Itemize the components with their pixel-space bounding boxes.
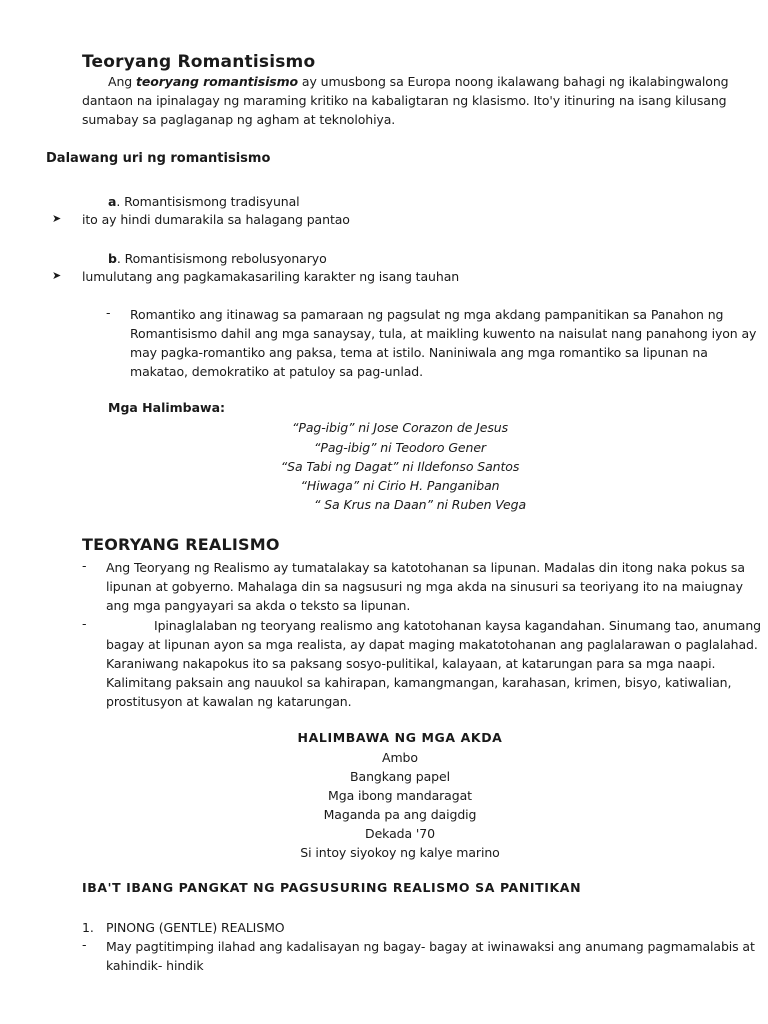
section-title-romantisismo: Teoryang Romantisismo bbox=[82, 52, 316, 72]
examples-heading: Mga Halimbawa: bbox=[108, 400, 226, 415]
realismo-p2-line-5: prostitusyon at kawalan ng katarungan. bbox=[106, 694, 352, 709]
type-b-bullet: lumulutang ang pagkamakasariling karakter ng isang tauhan bbox=[82, 269, 460, 284]
dash-bullet: - bbox=[82, 616, 87, 631]
romantic-para-line-4: makatao, demokratiko at patuloy sa pag-unlad. bbox=[130, 364, 423, 379]
group-item-desc-line-1: May pagtitimping ilahad ang kadalisayan ng bagay- bagay at iwinawaksi ang anumang pagmamalabis at bbox=[106, 939, 755, 954]
work-item: Dekada '70 bbox=[365, 826, 435, 841]
dash-bullet: - bbox=[106, 305, 111, 320]
type-a-letter: a bbox=[108, 194, 117, 209]
work-item: Mga ibong mandaragat bbox=[328, 788, 472, 803]
example-item: “Sa Tabi ng Dagat” ni Ildefonso Santos bbox=[280, 459, 520, 474]
realismo-p2-line-4: Kalimitang paksain ang nauukol sa kahirapan, kamangmangan, karahasan, krimen, bisyo, katiwalian, bbox=[106, 675, 732, 690]
arrow-bullet-icon: ➤ bbox=[52, 212, 62, 225]
example-item: “Pag-ibig” ni Jose Corazon de Jesus bbox=[292, 420, 508, 435]
work-item: Ambo bbox=[382, 750, 418, 765]
realismo-p1-line-1: Ang Teoryang ng Realismo ay tumatalakay sa katotohanan sa lipunan. Madalas din itong naka pokus sa bbox=[106, 560, 745, 575]
intro-line-2: dantaon na ipinalagay ng maraming kritiko na kabaligtaran ng klasismo. Ito'y itinuring na isang kilusang bbox=[82, 93, 727, 108]
realismo-p2-line-3: Karaniwang nakapokus ito sa paksang sosyo-pulitikal, kalayaan, at katarungan para sa mga naapi. bbox=[106, 656, 716, 671]
work-item: Maganda pa ang daigdig bbox=[323, 807, 477, 822]
realismo-p2-line-2: bagay at lipunan ayon sa mga realista, ay dapat maging makatotohanan ang paglalarawan o paglalahad. bbox=[106, 637, 758, 652]
type-a-label bbox=[108, 192, 300, 211]
intro-line-1 bbox=[108, 72, 728, 91]
romantic-para-line-2: Romantisismo dahil ang mga sanaysay, tula, at maikling kuwento na naisulat nang panahong iyon ay bbox=[130, 326, 757, 341]
groups-heading: IBA'T IBANG PANGKAT NG PAGSUSURING REALISMO SA PANITIKAN bbox=[82, 880, 582, 895]
romantic-para-line-3: may pagka-romantiko ang paksa, tema at istilo. Naniniwala ang mga romantiko sa lipunan na bbox=[130, 345, 708, 360]
work-item: Bangkang papel bbox=[350, 769, 450, 784]
realismo-p1-line-2: lipunan at gobyerno. Mahalaga din sa nagsusuri ng mga akda na sinusuri sa teoriyang ito na maiugnay bbox=[106, 579, 743, 594]
types-heading: Dalawang uri ng romantisismo bbox=[46, 151, 271, 166]
dash-bullet: - bbox=[82, 937, 87, 952]
example-item: “Pag-ibig” ni Teodoro Gener bbox=[314, 440, 486, 455]
dash-bullet: - bbox=[82, 558, 87, 573]
example-item: “Hiwaga” ni Cirio H. Panganiban bbox=[300, 478, 500, 493]
intro-term: teoryang romantisismo bbox=[135, 74, 299, 89]
type-b-label bbox=[108, 249, 327, 268]
realismo-p1-line-3: ang mga pangyayari sa akda o teksto sa lipunan. bbox=[106, 598, 411, 613]
works-heading: HALIMBAWA NG MGA AKDA bbox=[297, 730, 503, 745]
group-item-label: PINONG (GENTLE) REALISMO bbox=[106, 920, 285, 935]
realismo-p2-line-1: Ipinaglalaban ng teoryang realismo ang katotohanan kaysa kagandahan. Sinumang tao, anumang bbox=[154, 618, 761, 633]
arrow-bullet-icon: ➤ bbox=[52, 269, 62, 282]
type-b-text: . Romantisismong rebolusyonaryo bbox=[116, 251, 327, 266]
type-a-bullet: ito ay hindi dumarakila sa halagang pantao bbox=[82, 212, 350, 227]
group-item-desc-line-2: kahindik- hindik bbox=[106, 958, 204, 973]
intro-prefix: Ang bbox=[108, 74, 136, 89]
work-item: Si intoy siyokoy ng kalye marino bbox=[300, 845, 500, 860]
type-a-text: . Romantisismong tradisyunal bbox=[116, 194, 300, 209]
group-item-number: 1. bbox=[82, 920, 94, 935]
example-item: “ Sa Krus na Daan” ni Ruben Vega bbox=[313, 497, 527, 512]
type-b-letter: b bbox=[108, 251, 117, 266]
intro-line-3: sumabay sa paglaganap ng agham at teknolohiya. bbox=[82, 112, 396, 127]
section-title-realismo: TEORYANG REALISMO bbox=[82, 535, 280, 554]
romantic-para-line-1: Romantiko ang itinawag sa pamaraan ng pagsulat ng mga akdang pampanitikan sa Panahon ng bbox=[130, 307, 724, 322]
intro-rest: ay umusbong sa Europa noong ikalawang bahagi ng ikalabingwalong bbox=[298, 74, 729, 89]
